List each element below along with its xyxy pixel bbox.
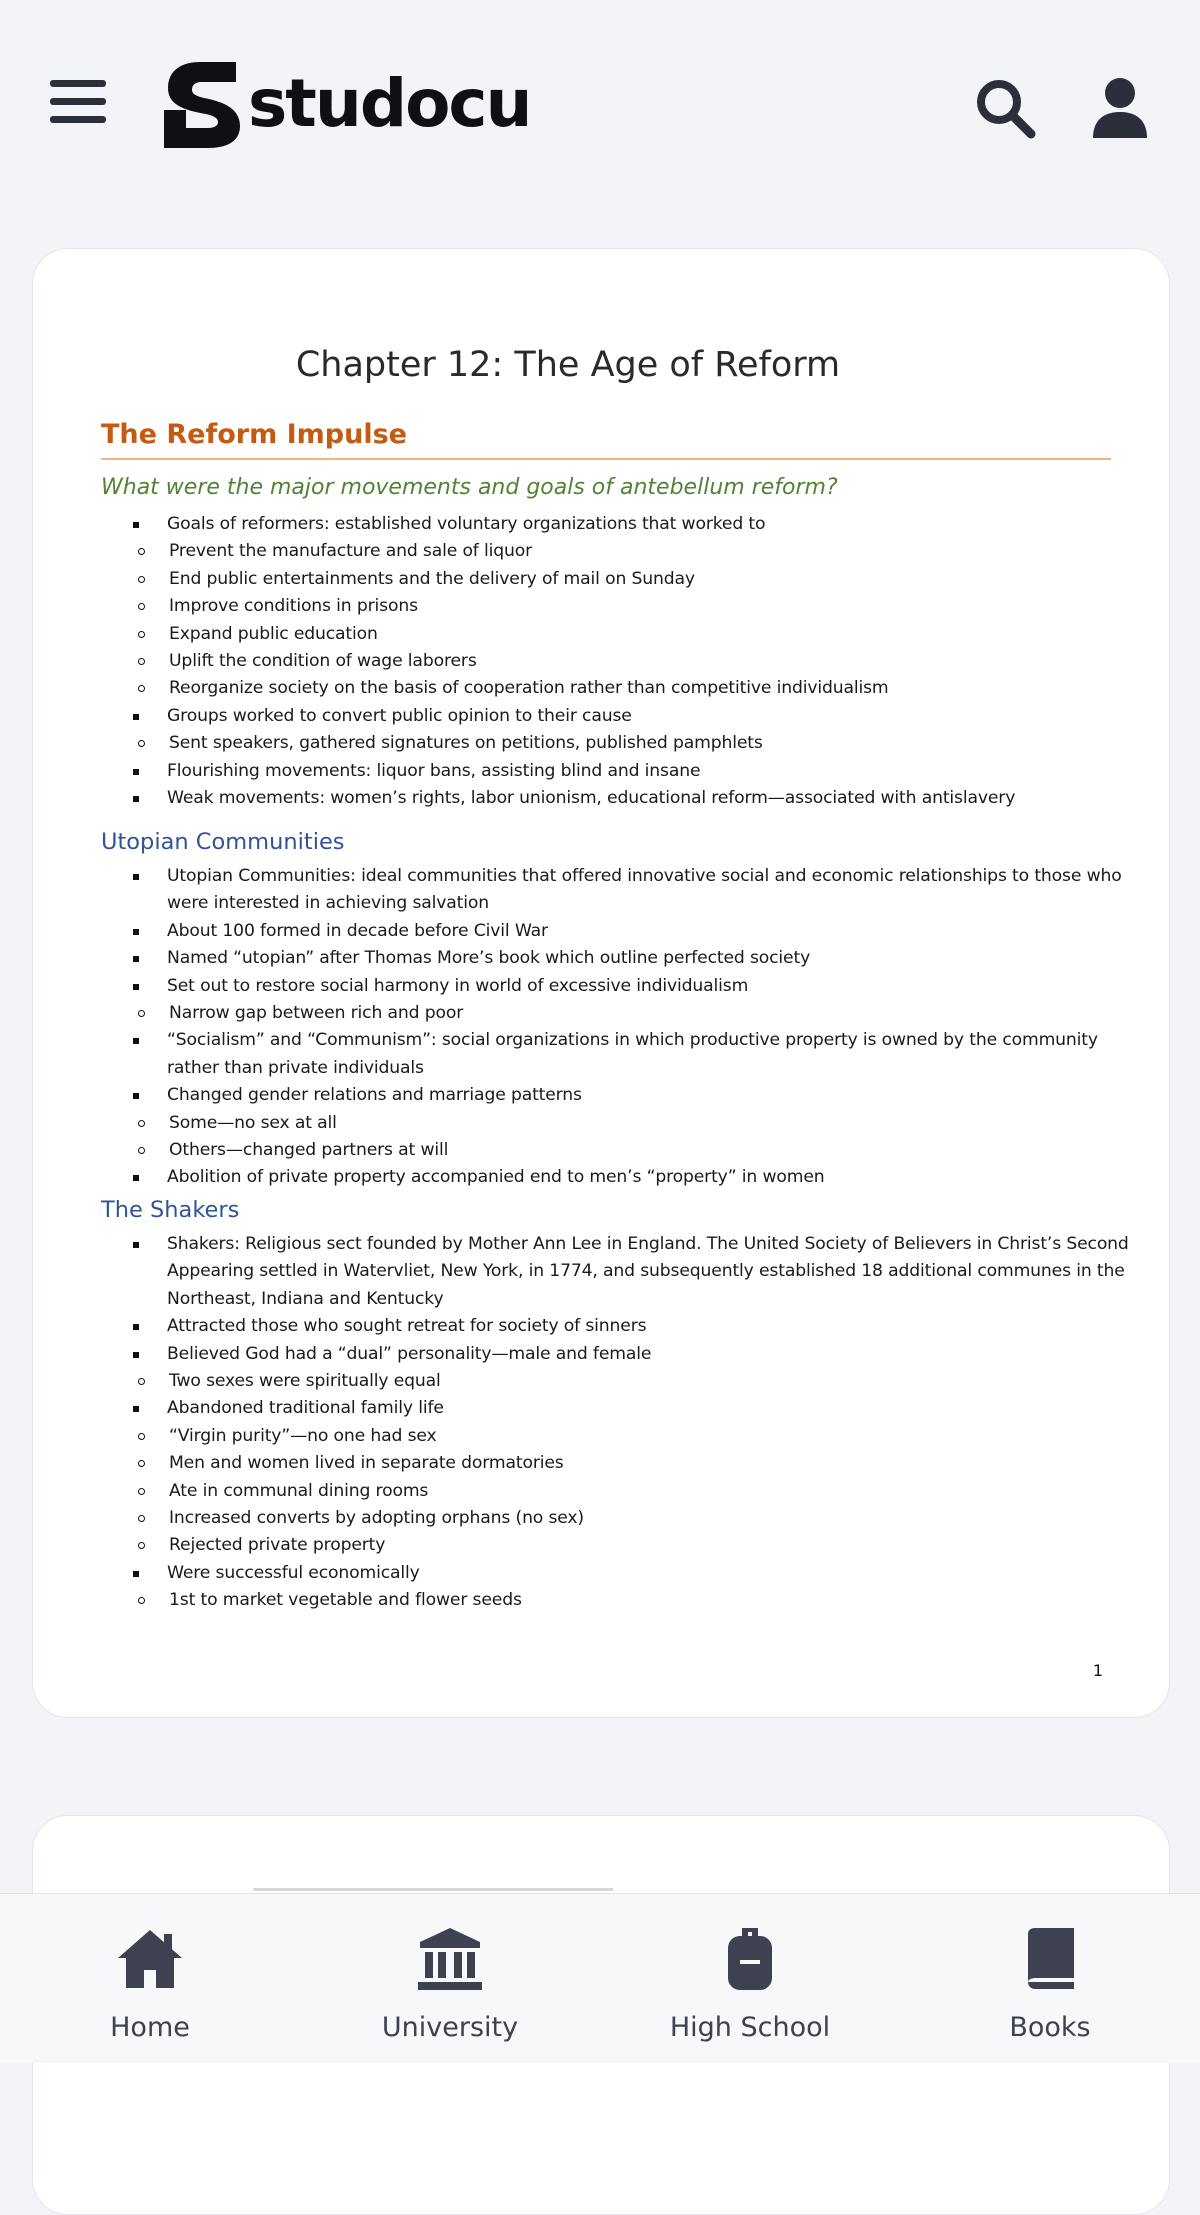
sub-list [101,1368,1141,1395]
sub-list-item: “Virgin purity”—no one had sex [35,1423,1141,1450]
sub-list [101,1587,1141,1614]
nav-university[interactable] [300,1894,600,2063]
sub-list [101,1423,1141,1560]
user-icon[interactable] [1090,76,1150,140]
app-header [0,0,1200,210]
list-item: About 100 formed in decade before Civil War [101,918,1141,945]
list-item: Abandoned traditional family life [101,1395,1141,1422]
nav-home-label: Home [110,2012,190,2043]
section-question: What were the major movements and goals of antebellum reform? [101,475,838,500]
sub-list-item: Improve conditions in prisons [35,593,1141,620]
studocu-logo[interactable] [156,58,531,150]
page-2-text-fragment [253,1888,613,1891]
list-item: Believed God had a “dual” personality—male and female [101,1341,1141,1368]
utopian-heading: Utopian Communities [101,829,345,855]
nav-university-label: University [381,2012,519,2043]
shakers-list [101,1231,1141,1615]
section-heading: The Reform Impulse [101,419,1111,460]
list-item: Changed gender relations and marriage patterns [101,1082,1141,1109]
sub-list-item: Expand public education [35,621,1141,648]
list-item: Abolition of private property accompanied end to men’s “property” in women [101,1164,1141,1191]
list-item: Were successful economically [101,1560,1141,1587]
sub-list-item: Men and women lived in separate dormatories [35,1450,1141,1477]
home-icon [116,1926,184,1992]
book-icon [1016,1926,1084,1992]
document-title: Chapter 12: The Age of Reform [295,345,841,385]
sub-list [101,1000,1141,1027]
brand-name: studocu [248,65,531,142]
sub-list-item: Rejected private property [35,1532,1141,1559]
document-page [32,248,1170,1718]
nav-high-school[interactable] [600,1894,900,2063]
sub-list [101,730,1141,757]
sub-list-item: Ate in communal dining rooms [35,1478,1141,1505]
bottom-nav [0,1893,1200,2063]
nav-books-label: Books [1009,2012,1091,2043]
list-item: Attracted those who sought retreat for society of sinners [101,1313,1141,1340]
list-item: Goals of reformers: established voluntary organizations that worked to [101,511,1141,538]
backpack-icon [716,1926,784,1992]
list-item: Weak movements: women’s rights, labor unionism, educational reform—associated with antislavery [101,785,1141,812]
nav-home[interactable] [0,1894,300,2063]
list-item: Set out to restore social harmony in world of excessive individualism [101,973,1141,1000]
sub-list-item: Two sexes were spiritually equal [35,1368,1141,1395]
sub-list-item: Others—changed partners at will [35,1137,1141,1164]
sub-list-item: Prevent the manufacture and sale of liquor [35,538,1141,565]
shakers-heading: The Shakers [101,1197,240,1223]
list-item: Groups worked to convert public opinion to their cause [101,703,1141,730]
sub-list [101,538,1141,702]
sub-list-item: Reorganize society on the basis of cooperation rather than competitive individualism [35,675,1141,702]
list-item: Flourishing movements: liquor bans, assisting blind and insane [101,758,1141,785]
page-number: 1 [1092,1661,1103,1680]
search-icon[interactable] [973,76,1037,140]
list-item: Shakers: Religious sect founded by Mother Ann Lee in England. The United Society of Believers in Christ’s Second Appearing settled in Watervliet, New York, in 1774, and subsequently established 18 additional communes in the Northeast, Indiana and Kentucky [101,1231,1141,1313]
sub-list-item: 1st to market vegetable and flower seeds [35,1587,1141,1614]
nav-high-school-label: High School [669,2012,831,2043]
list-item: Named “utopian” after Thomas More’s book which outline perfected society [101,945,1141,972]
sub-list-item: Narrow gap between rich and poor [35,1000,1141,1027]
sub-list-item: End public entertainments and the delivery of mail on Sunday [35,566,1141,593]
nav-books[interactable] [900,1894,1200,2063]
university-icon [416,1926,484,1992]
sub-list-item: Uplift the condition of wage laborers [35,648,1141,675]
reform-list [101,511,1141,812]
studocu-logo-mark [156,58,244,150]
sub-list-item: Some—no sex at all [35,1110,1141,1137]
menu-icon[interactable] [50,80,106,132]
sub-list-item: Increased converts by adopting orphans (no sex) [35,1505,1141,1532]
sub-list [101,1110,1141,1165]
utopian-list [101,863,1141,1192]
list-item: “Socialism” and “Communism”: social organizations in which productive property is owned by the community rather than private individuals [101,1027,1141,1082]
list-item: Utopian Communities: ideal communities that offered innovative social and economic relationships to those who were interested in achieving salvation [101,863,1141,918]
sub-list-item: Sent speakers, gathered signatures on petitions, published pamphlets [35,730,1141,757]
